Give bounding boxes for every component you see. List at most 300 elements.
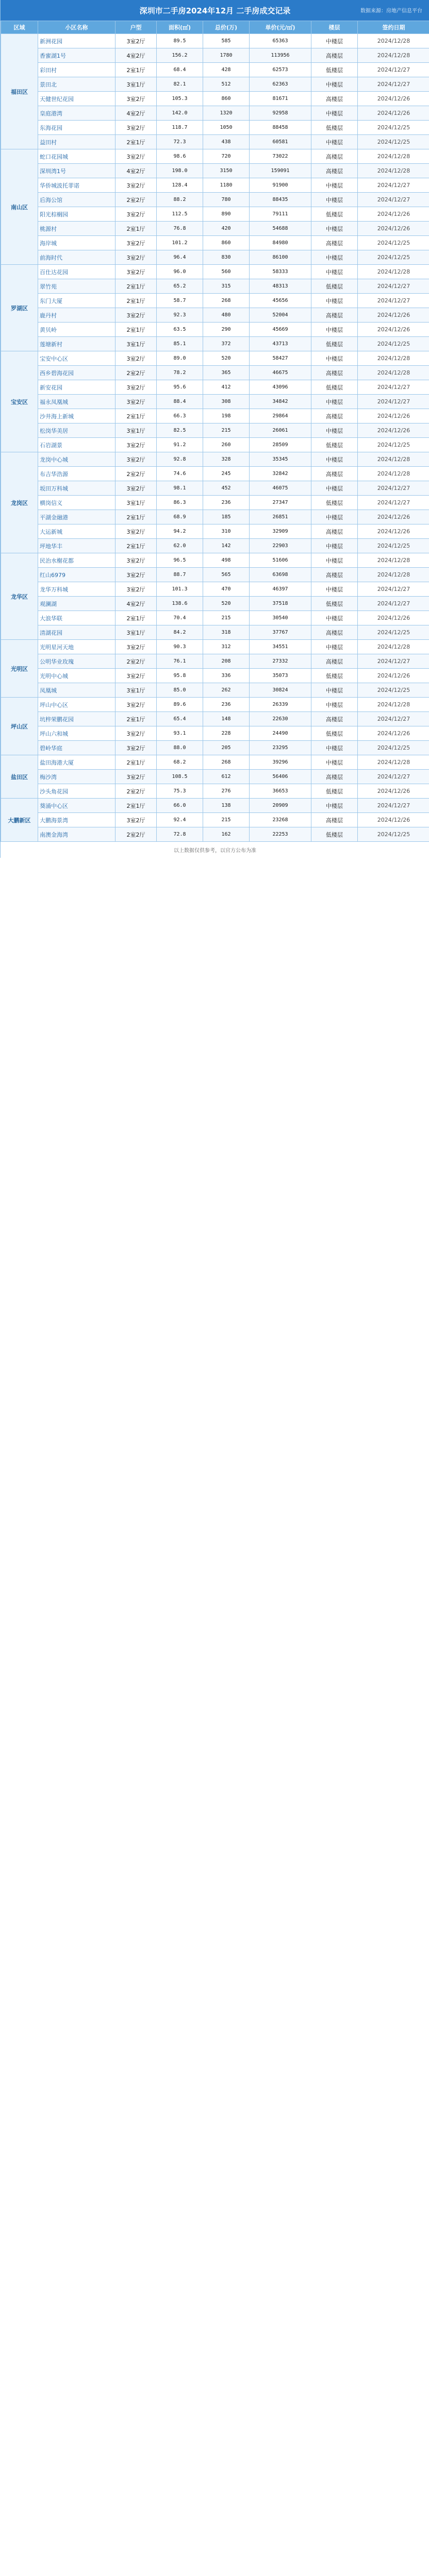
table-row[interactable] (1, 481, 429, 496)
area-cell: 88.4 (157, 395, 203, 409)
table-row[interactable] (1, 178, 429, 193)
sign-date-cell: 2024/12/25 (358, 683, 429, 698)
layout-cell: 3室2厅 (116, 207, 157, 222)
total-price-cell: 612 (203, 770, 250, 784)
table-row[interactable] (1, 323, 429, 337)
table-row[interactable] (1, 669, 429, 683)
community-name-cell[interactable]: 彩田村 (38, 63, 116, 77)
district-cell: 盐田区 (1, 755, 38, 799)
community-name-cell[interactable]: 鹿丹村 (38, 308, 116, 323)
area-cell: 62.0 (157, 539, 203, 553)
table-row[interactable] (1, 92, 429, 106)
unit-price-cell: 26851 (250, 510, 311, 524)
community-name-cell[interactable]: 西乡碧海花园 (38, 366, 116, 380)
total-price-cell: 480 (203, 308, 250, 323)
layout-cell: 3室2厅 (116, 395, 157, 409)
total-price-cell: 198 (203, 409, 250, 423)
table-row[interactable] (1, 164, 429, 178)
table-row[interactable] (1, 265, 429, 279)
floor-cell: 高楼层 (311, 524, 358, 539)
floor-cell: 中楼层 (311, 611, 358, 625)
community-name-cell[interactable]: 东门大厦 (38, 294, 116, 308)
sign-date-cell: 2024/12/26 (358, 308, 429, 323)
transactions-table (1, 21, 429, 842)
area-cell: 90.3 (157, 640, 203, 654)
source-note: 数据来源：房地产信息平台 (360, 8, 422, 14)
unit-price-cell: 46075 (250, 481, 311, 496)
community-name-cell[interactable]: 布吉华浩源 (38, 467, 116, 481)
community-name-cell[interactable]: 阳光棕榈园 (38, 207, 116, 222)
total-price-cell: 1780 (203, 48, 250, 63)
area-cell: 128.4 (157, 178, 203, 193)
area-cell: 88.0 (157, 741, 203, 755)
community-name-cell[interactable]: 华侨城波托菲诺 (38, 178, 116, 193)
floor-cell: 中楼层 (311, 423, 358, 438)
layout-cell: 2室1厅 (116, 135, 157, 149)
sign-date-cell: 2024/12/27 (358, 712, 429, 726)
unit-price-cell: 58333 (250, 265, 311, 279)
table-row[interactable] (1, 827, 429, 842)
area-cell: 76.8 (157, 222, 203, 236)
table-row[interactable] (1, 539, 429, 553)
community-name-cell[interactable]: 南澳金海湾 (38, 827, 116, 842)
floor-cell: 低楼层 (311, 784, 358, 799)
table-body (1, 34, 429, 842)
community-name-cell[interactable]: 清湖花园 (38, 625, 116, 640)
layout-cell: 2室1厅 (116, 539, 157, 553)
layout-cell: 3室2厅 (116, 582, 157, 597)
floor-cell: 高楼层 (311, 625, 358, 640)
community-name-cell[interactable]: 龙岗中心城 (38, 452, 116, 467)
layout-cell: 3室2厅 (116, 640, 157, 654)
layout-cell: 3室2厅 (116, 92, 157, 106)
unit-price-cell: 30540 (250, 611, 311, 625)
unit-price-cell: 58427 (250, 351, 311, 366)
unit-price-cell: 43713 (250, 337, 311, 351)
unit-price-cell: 35073 (250, 669, 311, 683)
table-row[interactable] (1, 712, 429, 726)
table-row[interactable] (1, 496, 429, 510)
sign-date-cell: 2024/12/25 (358, 827, 429, 842)
layout-cell: 3室2厅 (116, 380, 157, 395)
table-row[interactable] (1, 553, 429, 568)
total-price-cell: 245 (203, 467, 250, 481)
community-name-cell[interactable]: 松岗华美居 (38, 423, 116, 438)
sign-date-cell: 2024/12/25 (358, 741, 429, 755)
table-row[interactable] (1, 366, 429, 380)
table-row[interactable] (1, 452, 429, 467)
sign-date-cell: 2024/12/26 (358, 323, 429, 337)
sign-date-cell: 2024/12/26 (358, 669, 429, 683)
layout-cell: 2室1厅 (116, 611, 157, 625)
column-header: 户型 (116, 21, 157, 34)
table-row[interactable] (1, 510, 429, 524)
area-cell: 101.3 (157, 582, 203, 597)
area-cell: 76.1 (157, 654, 203, 669)
unit-price-cell: 79111 (250, 207, 311, 222)
report-title: 深圳市二手房2024年12月 二手房成交记录 (139, 6, 291, 15)
community-name-cell[interactable]: 平湖金融港 (38, 510, 116, 524)
community-name-cell[interactable]: 桃源村 (38, 222, 116, 236)
community-name-cell[interactable]: 福永凤凰城 (38, 395, 116, 409)
community-name-cell[interactable]: 黄贝岭 (38, 323, 116, 337)
total-price-cell: 215 (203, 813, 250, 827)
area-cell: 95.8 (157, 669, 203, 683)
floor-cell: 高楼层 (311, 654, 358, 669)
table-row[interactable] (1, 207, 429, 222)
table-row[interactable] (1, 106, 429, 121)
table-row[interactable] (1, 337, 429, 351)
community-name-cell[interactable]: 碧岭华庭 (38, 741, 116, 755)
area-cell: 88.7 (157, 568, 203, 582)
table-row[interactable] (1, 698, 429, 712)
table-row[interactable] (1, 524, 429, 539)
community-name-cell[interactable]: 大运新城 (38, 524, 116, 539)
area-cell: 85.1 (157, 337, 203, 351)
column-header: 区域 (1, 21, 38, 34)
layout-cell: 3室1厅 (116, 683, 157, 698)
table-row[interactable] (1, 813, 429, 827)
floor-cell: 低楼层 (311, 726, 358, 741)
community-name-cell[interactable]: 龙华万科城 (38, 582, 116, 597)
unit-price-cell: 45656 (250, 294, 311, 308)
layout-cell: 3室2厅 (116, 770, 157, 784)
table-row[interactable] (1, 799, 429, 813)
community-name-cell[interactable]: 蛇口花园城 (38, 149, 116, 164)
community-name-cell[interactable]: 景田北 (38, 77, 116, 92)
area-cell: 68.2 (157, 755, 203, 770)
layout-cell: 3室2厅 (116, 149, 157, 164)
district-cell: 罗湖区 (1, 265, 38, 351)
layout-cell: 3室2厅 (116, 178, 157, 193)
total-price-cell: 148 (203, 712, 250, 726)
community-name-cell[interactable]: 坪山中心区 (38, 698, 116, 712)
column-header: 单价(元/㎡) (250, 21, 311, 34)
report-title-bar (1, 0, 429, 21)
table-row[interactable] (1, 222, 429, 236)
unit-price-cell: 81671 (250, 92, 311, 106)
community-name-cell[interactable]: 坑梓荣鹏花园 (38, 712, 116, 726)
unit-price-cell: 52004 (250, 308, 311, 323)
unit-price-cell: 34551 (250, 640, 311, 654)
table-row[interactable] (1, 149, 429, 164)
total-price-cell: 720 (203, 149, 250, 164)
table-row[interactable] (1, 34, 429, 48)
community-name-cell[interactable]: 皇庭港湾 (38, 106, 116, 121)
layout-cell: 3室2厅 (116, 452, 157, 467)
area-cell: 93.1 (157, 726, 203, 741)
area-cell: 96.4 (157, 250, 203, 265)
table-row[interactable] (1, 568, 429, 582)
sign-date-cell: 2024/12/28 (358, 48, 429, 63)
sign-date-cell: 2024/12/28 (358, 640, 429, 654)
unit-price-cell: 22253 (250, 827, 311, 842)
layout-cell: 2室2厅 (116, 654, 157, 669)
community-name-cell[interactable]: 石岩湖景 (38, 438, 116, 452)
floor-cell: 中楼层 (311, 178, 358, 193)
unit-price-cell: 45669 (250, 323, 311, 337)
total-price-cell: 310 (203, 524, 250, 539)
community-name-cell[interactable]: 公明华业玫瑰 (38, 654, 116, 669)
layout-cell: 3室2厅 (116, 250, 157, 265)
sign-date-cell: 2024/12/27 (358, 395, 429, 409)
floor-cell: 中楼层 (311, 222, 358, 236)
area-cell: 91.2 (157, 438, 203, 452)
community-name-cell[interactable]: 翠竹苑 (38, 279, 116, 294)
unit-price-cell: 32909 (250, 524, 311, 539)
area-cell: 86.3 (157, 496, 203, 510)
community-name-cell[interactable]: 后海公馆 (38, 193, 116, 207)
table-row[interactable] (1, 784, 429, 799)
unit-price-cell: 22630 (250, 712, 311, 726)
community-name-cell[interactable]: 宝安中心区 (38, 351, 116, 366)
area-cell: 68.9 (157, 510, 203, 524)
table-row[interactable] (1, 250, 429, 265)
total-price-cell: 520 (203, 351, 250, 366)
community-name-cell[interactable]: 益田村 (38, 135, 116, 149)
floor-cell: 中楼层 (311, 250, 358, 265)
sign-date-cell: 2024/12/26 (358, 784, 429, 799)
layout-cell: 4室2厅 (116, 597, 157, 611)
floor-cell: 高楼层 (311, 149, 358, 164)
area-cell: 156.2 (157, 48, 203, 63)
sign-date-cell: 2024/12/27 (358, 597, 429, 611)
layout-cell: 3室2厅 (116, 236, 157, 250)
sign-date-cell: 2024/12/28 (358, 164, 429, 178)
table-row[interactable] (1, 63, 429, 77)
table-row[interactable] (1, 193, 429, 207)
floor-cell: 低楼层 (311, 380, 358, 395)
unit-price-cell: 62363 (250, 77, 311, 92)
unit-price-cell: 62573 (250, 63, 311, 77)
table-row[interactable] (1, 467, 429, 481)
community-name-cell[interactable]: 深圳湾1号 (38, 164, 116, 178)
community-name-cell[interactable]: 新安花园 (38, 380, 116, 395)
table-row[interactable] (1, 308, 429, 323)
community-name-cell[interactable]: 前海时代 (38, 250, 116, 265)
table-row[interactable] (1, 683, 429, 698)
community-name-cell[interactable]: 海岸城 (38, 236, 116, 250)
total-price-cell: 565 (203, 568, 250, 582)
sign-date-cell: 2024/12/26 (358, 611, 429, 625)
table-row[interactable] (1, 135, 429, 149)
unit-price-cell: 92958 (250, 106, 311, 121)
area-cell: 84.2 (157, 625, 203, 640)
layout-cell: 4室2厅 (116, 48, 157, 63)
table-row[interactable] (1, 380, 429, 395)
sign-date-cell: 2024/12/26 (358, 222, 429, 236)
sign-date-cell: 2024/12/28 (358, 34, 429, 48)
table-row[interactable] (1, 77, 429, 92)
total-price-cell: 780 (203, 193, 250, 207)
sign-date-cell: 2024/12/25 (358, 337, 429, 351)
community-name-cell[interactable]: 沙井海上新城 (38, 409, 116, 423)
sign-date-cell: 2024/12/26 (358, 92, 429, 106)
sign-date-cell: 2024/12/27 (358, 193, 429, 207)
table-row[interactable] (1, 611, 429, 625)
total-price-cell: 142 (203, 539, 250, 553)
community-name-cell[interactable]: 东海花园 (38, 121, 116, 135)
total-price-cell: 205 (203, 741, 250, 755)
sign-date-cell: 2024/12/28 (358, 452, 429, 467)
total-price-cell: 830 (203, 250, 250, 265)
district-cell: 宝安区 (1, 351, 38, 452)
table-row[interactable] (1, 640, 429, 654)
community-name-cell[interactable]: 梅沙湾 (38, 770, 116, 784)
table-row[interactable] (1, 395, 429, 409)
community-name-cell[interactable]: 坪地华丰 (38, 539, 116, 553)
floor-cell: 中楼层 (311, 698, 358, 712)
table-row[interactable] (1, 48, 429, 63)
table-row[interactable] (1, 423, 429, 438)
area-cell: 92.3 (157, 308, 203, 323)
table-row[interactable] (1, 236, 429, 250)
layout-cell: 2室1厅 (116, 409, 157, 423)
layout-cell: 4室2厅 (116, 106, 157, 121)
community-name-cell[interactable]: 大浪华联 (38, 611, 116, 625)
total-price-cell: 3150 (203, 164, 250, 178)
table-row[interactable] (1, 726, 429, 741)
unit-price-cell: 88435 (250, 193, 311, 207)
community-name-cell[interactable]: 光明星河天地 (38, 640, 116, 654)
total-price-cell: 860 (203, 92, 250, 106)
layout-cell: 2室1厅 (116, 712, 157, 726)
unit-price-cell: 20909 (250, 799, 311, 813)
table-row[interactable] (1, 625, 429, 640)
sign-date-cell: 2024/12/27 (358, 178, 429, 193)
floor-cell: 中楼层 (311, 510, 358, 524)
total-price-cell: 470 (203, 582, 250, 597)
area-cell: 63.5 (157, 323, 203, 337)
community-name-cell[interactable]: 光明中心城 (38, 669, 116, 683)
table-row[interactable] (1, 279, 429, 294)
floor-cell: 中楼层 (311, 755, 358, 770)
table-row[interactable] (1, 409, 429, 423)
floor-cell: 低楼层 (311, 121, 358, 135)
unit-price-cell: 43096 (250, 380, 311, 395)
table-row[interactable] (1, 597, 429, 611)
table-row[interactable] (1, 654, 429, 669)
table-row[interactable] (1, 121, 429, 135)
community-name-cell[interactable]: 红山6979 (38, 568, 116, 582)
sign-date-cell: 2024/12/25 (358, 539, 429, 553)
table-row[interactable] (1, 438, 429, 452)
table-row[interactable] (1, 770, 429, 784)
total-price-cell: 428 (203, 63, 250, 77)
layout-cell: 2室1厅 (116, 294, 157, 308)
community-name-cell[interactable]: 香蜜湖1号 (38, 48, 116, 63)
sign-date-cell: 2024/12/28 (358, 755, 429, 770)
floor-cell: 低楼层 (311, 597, 358, 611)
sign-date-cell: 2024/12/26 (358, 524, 429, 539)
layout-cell: 3室2厅 (116, 121, 157, 135)
community-name-cell[interactable]: 新洲花园 (38, 34, 116, 48)
table-row[interactable] (1, 582, 429, 597)
unit-price-cell: 23268 (250, 813, 311, 827)
layout-cell: 3室1厅 (116, 337, 157, 351)
table-row[interactable] (1, 755, 429, 770)
total-price-cell: 336 (203, 669, 250, 683)
sign-date-cell: 2024/12/27 (358, 496, 429, 510)
community-name-cell[interactable]: 观澜湖 (38, 597, 116, 611)
layout-cell: 3室2厅 (116, 34, 157, 48)
area-cell: 82.5 (157, 423, 203, 438)
floor-cell: 中楼层 (311, 553, 358, 568)
unit-price-cell: 51606 (250, 553, 311, 568)
area-cell: 96.0 (157, 265, 203, 279)
column-header: 签约日期 (358, 21, 429, 34)
community-name-cell[interactable]: 天健世纪花园 (38, 92, 116, 106)
community-name-cell[interactable]: 莲塘新村 (38, 337, 116, 351)
layout-cell: 2室2厅 (116, 467, 157, 481)
total-price-cell: 372 (203, 337, 250, 351)
community-name-cell[interactable]: 大鹏海景湾 (38, 813, 116, 827)
area-cell: 65.2 (157, 279, 203, 294)
layout-cell: 2室1厅 (116, 279, 157, 294)
unit-price-cell: 23295 (250, 741, 311, 755)
community-name-cell[interactable]: 横岗信义 (38, 496, 116, 510)
table-row[interactable] (1, 294, 429, 308)
community-name-cell[interactable]: 百仕达花园 (38, 265, 116, 279)
total-price-cell: 365 (203, 366, 250, 380)
sign-date-cell: 2024/12/25 (358, 250, 429, 265)
layout-cell: 3室2厅 (116, 351, 157, 366)
total-price-cell: 890 (203, 207, 250, 222)
community-name-cell[interactable]: 沙头角花园 (38, 784, 116, 799)
area-cell: 96.5 (157, 553, 203, 568)
floor-cell: 低楼层 (311, 438, 358, 452)
area-cell: 108.5 (157, 770, 203, 784)
sign-date-cell: 2024/12/27 (358, 654, 429, 669)
area-cell: 68.4 (157, 63, 203, 77)
community-name-cell[interactable]: 凤凰城 (38, 683, 116, 698)
unit-price-cell: 35345 (250, 452, 311, 467)
total-price-cell: 1050 (203, 121, 250, 135)
total-price-cell: 162 (203, 827, 250, 842)
community-name-cell[interactable]: 坪山六和城 (38, 726, 116, 741)
sign-date-cell: 2024/12/25 (358, 236, 429, 250)
column-header: 楼层 (311, 21, 358, 34)
area-cell: 138.6 (157, 597, 203, 611)
unit-price-cell: 34842 (250, 395, 311, 409)
table-row[interactable] (1, 351, 429, 366)
sign-date-cell: 2024/12/28 (358, 149, 429, 164)
unit-price-cell: 28509 (250, 438, 311, 452)
layout-cell: 2室2厅 (116, 366, 157, 380)
floor-cell: 中楼层 (311, 481, 358, 496)
floor-cell: 中楼层 (311, 799, 358, 813)
community-name-cell[interactable]: 盐田海港大厦 (38, 755, 116, 770)
district-cell: 福田区 (1, 34, 38, 149)
layout-cell: 3室2厅 (116, 726, 157, 741)
community-name-cell[interactable]: 坂田万科城 (38, 481, 116, 496)
sign-date-cell: 2024/12/26 (358, 423, 429, 438)
area-cell: 78.2 (157, 366, 203, 380)
community-name-cell[interactable]: 葵涌中心区 (38, 799, 116, 813)
table-row[interactable] (1, 741, 429, 755)
report-sheet (0, 0, 429, 858)
unit-price-cell: 73022 (250, 149, 311, 164)
area-cell: 58.7 (157, 294, 203, 308)
sign-date-cell: 2024/12/27 (358, 77, 429, 92)
sign-date-cell: 2024/12/26 (358, 207, 429, 222)
district-cell: 坪山区 (1, 698, 38, 755)
area-cell: 82.1 (157, 77, 203, 92)
total-price-cell: 215 (203, 611, 250, 625)
sign-date-cell: 2024/12/27 (358, 582, 429, 597)
community-name-cell[interactable]: 民治水榭花都 (38, 553, 116, 568)
floor-cell: 低楼层 (311, 63, 358, 77)
